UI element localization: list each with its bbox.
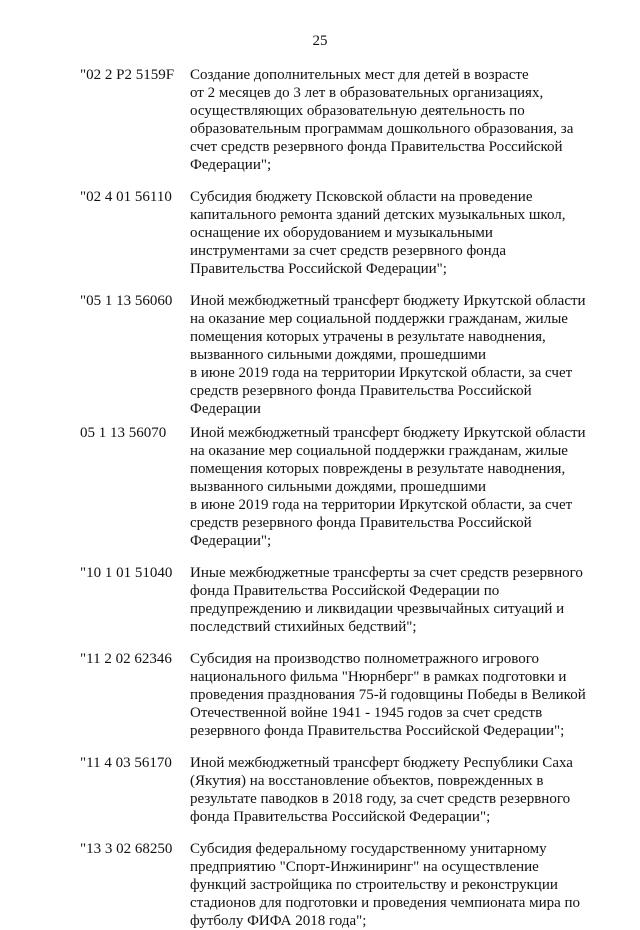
entry-description [190,754,600,826]
entry-8 [80,840,600,930]
entry-code: "13 3 02 68250 [80,841,173,857]
entry-description [190,564,600,636]
entry-5 [80,564,600,636]
description-line: фонда Правительства Российской Федерации по [190,583,500,599]
description-line: на оказание мер социальной поддержки гражданам, жилые [190,443,568,459]
description-line: Отечественной войне 1941 - 1945 годов за счет средств [190,705,543,721]
description-line: оснащение их оборудованием и музыкальными [190,225,493,241]
description-line: Федерации [190,401,261,417]
description-line: средств резервного фонда Правительства Российской [190,383,532,399]
entry-code: "02 4 01 56110 [80,189,172,205]
description-line: Субсидия бюджету Псковской области на проведение [190,189,533,205]
description-line: функций застройщика по строительству и реконструкции [190,877,558,893]
entry-code: "05 1 13 56060 [80,293,173,309]
description-line: средств резервного фонда Правительства Российской [190,515,532,531]
entry-description [190,424,600,550]
description-line: Иные межбюджетные трансферты за счет средств резервного [190,565,583,581]
description-line: от 2 месяцев до 3 лет в образовательных организациях, [190,85,544,101]
description-line: Иной межбюджетный трансферт бюджету Иркутской области [190,293,586,309]
description-line: Иной межбюджетный трансферт бюджету Иркутской области [190,425,586,441]
entry-code: "11 2 02 62346 [80,651,172,667]
description-line: осуществляющих образовательную деятельность по [190,103,525,119]
entry-description [190,292,600,418]
page-number: 25 [312,33,328,49]
entry-1 [80,66,600,174]
entry-2 [80,188,600,278]
description-line: помещения которых утрачены в результате наводнения, [190,329,546,345]
description-line: инструментами за счет средств резервного фонда [190,243,506,259]
description-line: Правительства Российской Федерации"; [190,261,447,277]
entry-6 [80,650,600,740]
budget-code-list [80,66,600,930]
description-line: (Якутия) на восстановление объектов, поврежденных в [190,773,544,789]
description-line: на оказание мер социальной поддержки гражданам, жилые [190,311,568,327]
description-line: Создание дополнительных мест для детей в возрасте [190,67,529,83]
description-line: результате паводков в 2018 году, за счет средств резервного [190,791,571,807]
entry-description [190,66,600,174]
description-line: предупреждению и ликвидации чрезвычайных ситуаций и [190,601,565,617]
description-line: проведения празднования 75-й годовщины Победы в Великой [190,687,586,703]
entry-3 [80,292,600,418]
description-line: Субсидия федеральному государственному унитарному [190,841,547,857]
entry-code: "02 2 P2 5159F [80,67,175,83]
description-line: Федерации"; [190,533,272,549]
description-line: образовательным программам дошкольного образования, за [190,121,574,137]
entry-description [190,188,600,278]
description-line: счет средств резервного фонда Правительства Российской [190,139,563,155]
description-line: в июне 2019 года на территории Иркутской области, за счет [190,365,573,381]
description-line: национального фильма "Нюрнберг" в рамках подготовки и [190,669,567,685]
description-line: Иной межбюджетный трансферт бюджету Республики Саха [190,755,573,771]
description-line: капитального ремонта зданий детских музыкальных школ, [190,207,566,223]
entry-7 [80,754,600,826]
description-line: вызванного сильными дождями, прошедшими [190,347,487,363]
entry-description [190,840,600,930]
description-line: Федерации"; [190,157,272,173]
description-line: фонда Правительства Российской Федерации"; [190,809,491,825]
description-line: вызванного сильными дождями, прошедшими [190,479,487,495]
entry-code: "11 4 03 56170 [80,755,172,771]
description-line: стадионов для подготовки и проведения чемпионата мира по [190,895,581,911]
entry-code: "10 1 01 51040 [80,565,173,581]
description-line: последствий стихийных бедствий"; [190,619,417,635]
entry-code: 05 1 13 56070 [80,425,167,441]
description-line: резервного фонда Правительства Российской Федерации"; [190,723,565,739]
description-line: предприятию "Спорт-Инжиниринг" на осуществление [190,859,539,875]
description-line: помещения которых повреждены в результате наводнения, [190,461,566,477]
description-line: в июне 2019 года на территории Иркутской области, за счет [190,497,573,513]
entry-4 [80,424,600,550]
description-line: Субсидия на производство полнометражного игрового [190,651,540,667]
description-line: футболу ФИФА 2018 года"; [190,913,367,929]
entry-description [190,650,600,740]
